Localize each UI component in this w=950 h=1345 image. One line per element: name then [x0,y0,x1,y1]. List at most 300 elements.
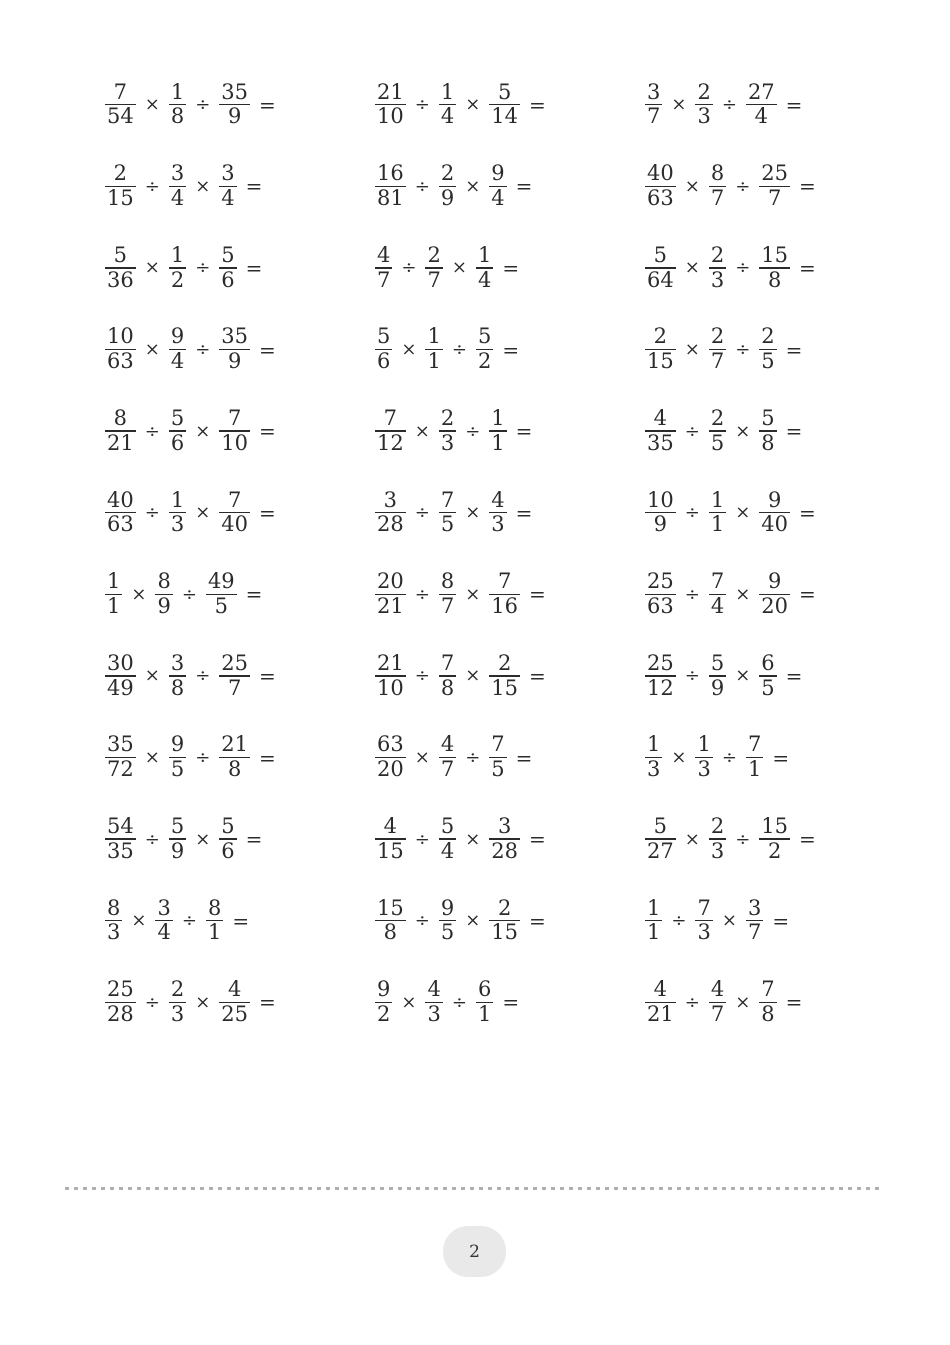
fraction [645,815,676,863]
numerator: 2 [497,895,512,920]
numerator: 6 [477,977,492,1002]
denominator: 8 [767,267,782,292]
equals-sign: = [785,337,803,362]
denominator: 28 [107,1002,134,1027]
fraction [219,489,250,537]
problem-20 [335,554,605,636]
divide-operator: ÷ [144,420,160,442]
denominator: 5 [214,594,228,619]
denominator: 8 [170,104,185,129]
numerator: 5 [710,650,725,675]
equals-sign: = [785,419,803,444]
fraction [439,81,456,129]
fraction [375,244,392,292]
numerator: 7 [383,405,398,430]
problem-15 [605,390,875,472]
fraction [219,162,236,210]
denominator: 3 [170,1002,185,1027]
numerator: 4 [491,487,505,512]
equals-sign: = [515,500,533,525]
divide-operator: ÷ [181,910,197,932]
fraction [375,81,406,129]
fraction [375,733,406,781]
numerator: 35 [107,732,134,757]
denominator: 5 [440,512,455,537]
denominator: 15 [491,675,519,700]
numerator: 1 [647,895,661,920]
denominator: 15 [107,186,134,211]
fraction [155,570,172,618]
numerator: 5 [653,813,668,838]
numerator: 21 [377,650,404,675]
equals-sign: = [785,92,803,117]
multiply-operator: × [465,583,481,605]
fraction [489,652,520,700]
fraction [695,897,712,945]
fraction [425,978,442,1026]
fraction [746,733,763,781]
divide-operator: ÷ [414,94,430,116]
fraction [489,81,520,129]
denominator: 10 [377,104,404,129]
fraction [709,325,726,373]
numerator: 15 [377,895,404,920]
numerator: 9 [377,977,391,1002]
denominator: 8 [227,757,242,782]
divide-operator: ÷ [195,665,211,687]
multiply-operator: × [195,991,211,1013]
fraction [169,81,186,129]
multiply-operator: × [195,420,211,442]
numerator: 7 [227,487,242,512]
fraction [439,897,456,945]
equals-sign: = [515,745,533,770]
multiply-operator: × [195,828,211,850]
fraction [645,81,662,129]
denominator: 2 [477,349,492,374]
fraction [219,733,250,781]
divide-operator: ÷ [414,583,430,605]
numerator: 21 [221,732,249,757]
denominator: 9 [227,349,242,374]
fraction [219,325,250,373]
numerator: 8 [107,895,121,920]
divide-operator: ÷ [465,420,481,442]
denominator: 3 [170,512,185,537]
numerator: 35 [221,324,249,349]
numerator: 4 [427,977,441,1002]
fraction [105,733,136,781]
denominator: 1 [477,1002,492,1027]
fraction [169,162,186,210]
fraction [759,162,790,210]
multiply-operator: × [465,502,481,524]
numerator: 25 [647,650,674,675]
fraction [645,162,676,210]
equals-sign: = [259,337,276,362]
equals-sign: = [259,663,276,688]
problem-25 [65,717,335,799]
numerator: 2 [761,324,775,349]
problem-6 [605,146,875,228]
fraction [489,162,506,210]
numerator: 25 [221,650,249,675]
fraction [489,489,506,537]
multiply-operator: × [144,747,160,769]
numerator: 5 [377,324,391,349]
multiply-operator: × [195,502,211,524]
numerator: 3 [383,487,398,512]
fraction [645,325,676,373]
numerator: 21 [377,79,404,104]
equals-sign: = [529,827,546,852]
page-number: 2 [469,1241,480,1262]
fraction [375,815,406,863]
numerator: 8 [440,569,455,594]
denominator: 5 [491,757,505,782]
equals-sign: = [245,174,263,199]
fraction [759,815,790,863]
fraction [375,162,406,210]
denominator: 35 [107,838,134,863]
fraction [709,244,726,292]
numerator: 5 [440,813,455,838]
denominator: 6 [170,430,185,455]
problem-35 [335,962,605,1044]
denominator: 6 [221,838,235,863]
divide-operator: ÷ [195,257,211,279]
divide-operator: ÷ [735,257,751,279]
problem-7 [65,227,335,309]
equals-sign: = [259,419,276,444]
denominator: 7 [377,267,391,292]
divide-operator: ÷ [414,665,430,687]
problem-24 [605,635,875,717]
denominator: 54 [107,104,134,129]
numerator: 1 [170,79,185,104]
numerator: 1 [647,732,661,757]
denominator: 4 [491,186,505,211]
numerator: 9 [170,732,185,757]
numerator: 1 [710,487,725,512]
numerator: 3 [221,161,235,186]
divide-operator: ÷ [684,420,700,442]
fraction [709,570,726,618]
fraction [219,407,250,455]
problem-28 [65,798,335,880]
denominator: 2 [170,267,185,292]
denominator: 8 [761,1002,775,1027]
numerator: 3 [170,161,185,186]
equals-sign: = [502,990,520,1015]
fraction [206,897,223,945]
denominator: 4 [477,267,492,292]
numerator: 1 [170,487,185,512]
denominator: 6 [377,349,391,374]
fraction [219,978,250,1026]
numerator: 6 [761,650,775,675]
numerator: 8 [710,161,725,186]
multiply-operator: × [721,910,737,932]
problem-8 [335,227,605,309]
denominator: 72 [107,757,134,782]
numerator: 9 [440,895,455,920]
denominator: 49 [107,675,134,700]
fraction [709,978,726,1026]
problem-34 [65,962,335,1044]
numerator: 2 [170,977,185,1002]
denominator: 3 [697,104,711,129]
denominator: 9 [710,675,725,700]
multiply-operator: × [144,257,160,279]
fraction [645,978,676,1026]
equals-sign: = [772,908,790,933]
multiply-operator: × [465,175,481,197]
denominator: 1 [647,920,661,945]
denominator: 7 [710,349,725,374]
equals-sign: = [785,990,803,1015]
fraction [645,652,676,700]
denominator: 81 [377,186,404,211]
dashed-cut-line [65,1187,883,1190]
multiply-operator: × [465,94,481,116]
denominator: 63 [107,349,134,374]
numerator: 9 [491,161,505,186]
fraction [709,815,726,863]
denominator: 28 [491,838,519,863]
fraction [169,652,186,700]
denominator: 3 [107,920,121,945]
fraction [375,407,406,455]
problem-13 [65,390,335,472]
numerator: 49 [207,569,235,594]
divide-operator: ÷ [401,257,417,279]
problem-14 [335,390,605,472]
denominator: 63 [647,594,674,619]
fraction [489,733,506,781]
fraction [105,489,136,537]
fraction [155,897,172,945]
numerator: 7 [440,487,455,512]
multiply-operator: × [465,828,481,850]
fraction [695,81,712,129]
problem-17 [335,472,605,554]
fraction [169,244,186,292]
numerator: 4 [227,977,242,1002]
numerator: 2 [710,813,725,838]
numerator: 63 [377,732,404,757]
problem-3 [605,64,875,146]
equals-sign: = [245,827,263,852]
numerator: 10 [647,487,674,512]
fraction [105,897,122,945]
fraction [105,162,136,210]
numerator: 5 [113,242,128,267]
fraction [375,570,406,618]
divide-operator: ÷ [414,502,430,524]
denominator: 4 [754,104,768,129]
denominator: 3 [647,757,661,782]
fraction [476,244,493,292]
multiply-operator: × [144,94,160,116]
fraction [645,733,662,781]
numerator: 1 [477,242,492,267]
denominator: 63 [107,512,134,537]
fraction [489,897,520,945]
fraction [759,652,776,700]
problem-11 [335,309,605,391]
denominator: 4 [157,920,171,945]
fraction [645,570,676,618]
denominator: 7 [710,186,725,211]
fraction [695,733,712,781]
numerator: 3 [170,650,185,675]
problem-2 [335,64,605,146]
problem-22 [65,635,335,717]
numerator: 15 [761,813,789,838]
numerator: 4 [377,242,391,267]
divide-operator: ÷ [451,339,467,361]
fraction [759,407,776,455]
fraction [489,570,520,618]
denominator: 14 [491,104,519,129]
numerator: 16 [377,161,404,186]
denominator: 7 [767,186,782,211]
numerator: 2 [653,324,668,349]
divide-operator: ÷ [735,175,751,197]
fraction [375,325,392,373]
numerator: 25 [107,977,134,1002]
numerator: 8 [157,569,171,594]
numerator: 4 [653,977,668,1002]
fraction [169,489,186,537]
fraction [105,407,136,455]
denominator: 5 [170,757,185,782]
denominator: 8 [440,675,455,700]
denominator: 2 [377,1002,391,1027]
numerator: 5 [170,813,185,838]
fraction [439,489,456,537]
fraction [645,897,662,945]
fraction [489,815,520,863]
denominator: 3 [491,512,505,537]
denominator: 7 [647,104,661,129]
fraction [709,162,726,210]
fraction [219,652,250,700]
denominator: 9 [170,838,185,863]
numerator: 20 [377,569,404,594]
fraction [219,81,250,129]
fraction [105,81,136,129]
problem-21 [605,554,875,636]
problems-grid [65,64,885,1043]
denominator: 20 [761,594,789,619]
numerator: 5 [497,79,512,104]
denominator: 7 [440,594,455,619]
numerator: 3 [157,895,171,920]
denominator: 40 [221,512,249,537]
numerator: 2 [697,79,711,104]
numerator: 1 [170,242,185,267]
fraction [169,325,186,373]
equals-sign: = [799,827,816,852]
numerator: 3 [497,813,512,838]
fraction [759,570,790,618]
denominator: 1 [491,430,505,455]
denominator: 7 [227,675,242,700]
fraction [375,897,406,945]
numerator: 5 [221,813,235,838]
problem-27 [605,717,875,799]
denominator: 10 [377,675,404,700]
equals-sign: = [502,255,520,280]
divide-operator: ÷ [684,583,700,605]
fraction [105,325,136,373]
denominator: 4 [170,186,185,211]
numerator: 25 [647,569,674,594]
divide-operator: ÷ [144,502,160,524]
denominator: 1 [747,757,762,782]
multiply-operator: × [144,339,160,361]
divide-operator: ÷ [721,747,737,769]
multiply-operator: × [735,991,751,1013]
divide-operator: ÷ [721,94,737,116]
multiply-operator: × [465,665,481,687]
fraction [375,978,392,1026]
denominator: 35 [647,430,674,455]
numerator: 2 [427,242,441,267]
divide-operator: ÷ [195,747,211,769]
equals-sign: = [529,663,546,688]
multiply-operator: × [401,991,417,1013]
fraction [645,489,676,537]
numerator: 7 [227,405,242,430]
equals-sign: = [232,908,250,933]
denominator: 5 [761,349,775,374]
fraction [645,407,676,455]
fraction [759,325,776,373]
numerator: 3 [747,895,762,920]
fraction [375,489,406,537]
numerator: 1 [440,79,455,104]
multiply-operator: × [131,583,147,605]
fraction [169,733,186,781]
denominator: 12 [647,675,674,700]
denominator: 4 [440,104,455,129]
denominator: 1 [107,594,121,619]
denominator: 16 [491,594,519,619]
fraction [219,244,236,292]
denominator: 6 [221,267,235,292]
multiply-operator: × [401,339,417,361]
problem-26 [335,717,605,799]
numerator: 7 [761,977,775,1002]
numerator: 3 [647,79,661,104]
fraction [439,162,456,210]
fraction [439,570,456,618]
divide-operator: ÷ [144,828,160,850]
numerator: 8 [207,895,222,920]
denominator: 3 [697,757,711,782]
equals-sign: = [529,92,546,117]
problem-18 [605,472,875,554]
numerator: 30 [107,650,134,675]
divide-operator: ÷ [735,828,751,850]
numerator: 2 [440,161,455,186]
fraction [105,978,136,1026]
fraction [709,407,726,455]
problem-4 [65,146,335,228]
